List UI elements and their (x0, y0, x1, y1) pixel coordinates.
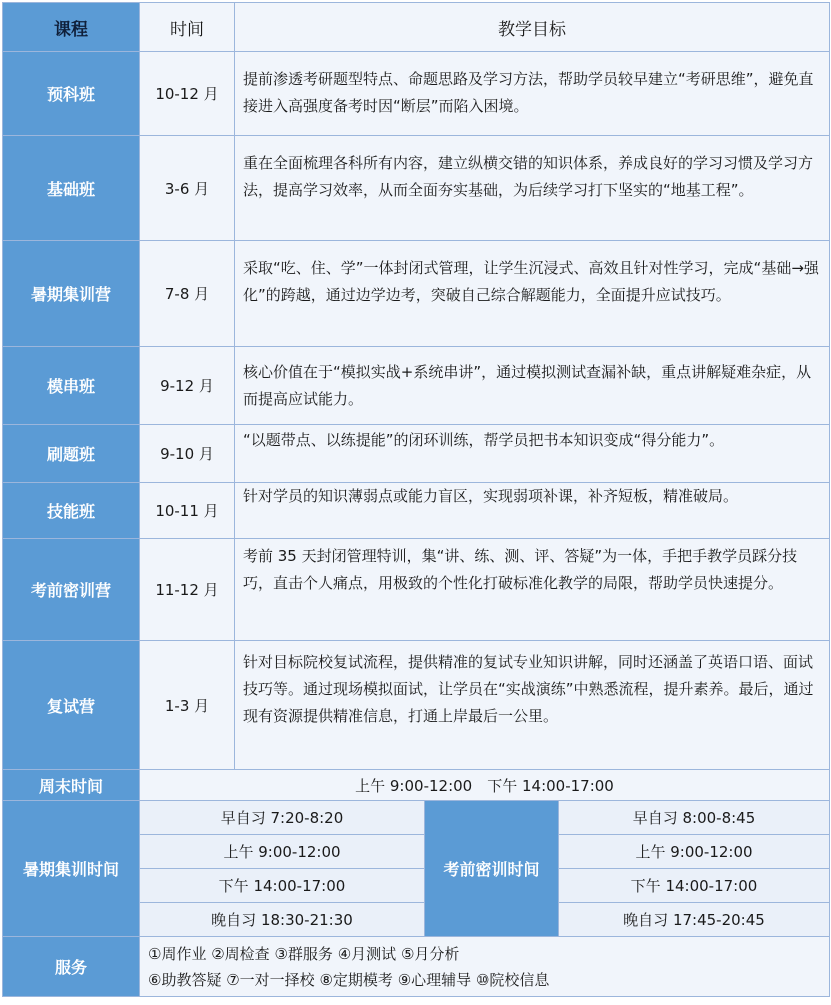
header-course: 课程 (3, 3, 140, 52)
header-time: 时间 (140, 3, 235, 52)
service-item: ②周检查 (211, 944, 270, 963)
course-time: 10-12 月 (140, 52, 235, 136)
summer-slot: 下午 14:00-17:00 (140, 869, 425, 903)
course-time: 11-12 月 (140, 539, 235, 641)
course-row (3, 136, 830, 241)
summer-slot: 上午 9:00-12:00 (140, 835, 425, 869)
course-time: 3-6 月 (140, 136, 235, 241)
service-item: ⑦一对一择校 (226, 970, 315, 989)
course-row (3, 641, 830, 770)
course-goal: 重在全面梳理各科所有内容，建立纵横交错的知识体系，养成良好的学习习惯及学习方法，提高学习效率，从而全面夯实基础，为后续学习打下坚实的“地基工程”。 (235, 136, 830, 241)
schedule-sheet (2, 2, 830, 997)
services-line (148, 967, 829, 993)
service-item: ④月测试 (337, 944, 397, 963)
course-time: 7-8 月 (140, 241, 235, 347)
course-name: 模串班 (3, 347, 140, 425)
training-row (3, 801, 830, 835)
header-row (3, 3, 830, 52)
course-table (2, 2, 830, 997)
course-goal: 针对目标院校复试流程，提供精准的复试专业知识讲解，同时还涵盖了英语口语、面试技巧等。通过现场模拟面试，让学员在“实战演练”中熟悉流程，提升素养。最后，通过现有资源提供精准信息，打通上岸最后一公里。 (235, 641, 830, 770)
course-row (3, 347, 830, 425)
services-label: 服务 (3, 937, 140, 997)
exam-slot: 早自习 8:00-8:45 (559, 801, 830, 835)
summer-slot: 早自习 7:20-8:20 (140, 801, 425, 835)
course-goal: 针对学员的知识薄弱点或能力盲区，实现弱项补课，补齐短板，精准破局。 (235, 483, 830, 539)
course-row (3, 425, 830, 483)
course-time: 10-11 月 (140, 483, 235, 539)
summer-slot: 晚自习 18:30-21:30 (140, 903, 425, 937)
course-row (3, 483, 830, 539)
weekend-label: 周末时间 (3, 770, 140, 801)
course-name: 刷题班 (3, 425, 140, 483)
course-goal: “以题带点、以练提能”的闭环训练，帮学员把书本知识变成“得分能力”。 (235, 425, 830, 483)
course-row (3, 52, 830, 136)
course-time: 1-3 月 (140, 641, 235, 770)
exam-slot: 下午 14:00-17:00 (559, 869, 830, 903)
course-time: 9-10 月 (140, 425, 235, 483)
service-item: ⑩院校信息 (475, 970, 550, 989)
course-name: 基础班 (3, 136, 140, 241)
service-item: ⑨心理辅导 (397, 970, 472, 989)
course-name: 考前密训营 (3, 539, 140, 641)
weekend-hours: 上午 9:00-12:00 下午 14:00-17:00 (140, 770, 830, 801)
services-list (140, 937, 830, 997)
service-item: ⑧定期模考 (319, 970, 393, 989)
course-goal: 考前 35 天封闭管理特训，集“讲、练、测、评、答疑”为一体，手把手教学员踩分技巧，直击个人痛点，用极致的个性化打破标准化教学的局限，帮助学员快速提分。 (235, 539, 830, 641)
service-item: ③群服务 (274, 944, 333, 963)
service-item: ①周作业 (148, 944, 207, 963)
exam-camp-label: 考前密训时间 (425, 801, 559, 937)
course-name: 暑期集训营 (3, 241, 140, 347)
services-row (3, 937, 830, 997)
summer-camp-label: 暑期集训时间 (3, 801, 140, 937)
course-name: 复试营 (3, 641, 140, 770)
header-goal: 教学目标 (235, 3, 830, 52)
course-time: 9-12 月 (140, 347, 235, 425)
services-line (148, 941, 829, 967)
course-goal: 核心价值在于“模拟实战+系统串讲”，通过模拟测试查漏补缺，重点讲解疑难杂症，从而提高应试能力。 (235, 347, 830, 425)
course-goal: 提前渗透考研题型特点、命题思路及学习方法，帮助学员较早建立“考研思维”，避免直接进入高强度备考时因“断层”而陷入困境。 (235, 52, 830, 136)
course-name: 预科班 (3, 52, 140, 136)
service-item: ⑤月分析 (400, 944, 460, 963)
course-row (3, 241, 830, 347)
exam-slot: 上午 9:00-12:00 (559, 835, 830, 869)
course-goal: 采取“吃、住、学”一体封闭式管理，让学生沉浸式、高效且针对性学习，完成“基础→强化”的跨越，通过边学边考，突破自己综合解题能力，全面提升应试技巧。 (235, 241, 830, 347)
course-name: 技能班 (3, 483, 140, 539)
course-row (3, 539, 830, 641)
exam-slot: 晚自习 17:45-20:45 (559, 903, 830, 937)
weekend-row (3, 770, 830, 801)
service-item: ⑥助教答疑 (148, 970, 222, 989)
